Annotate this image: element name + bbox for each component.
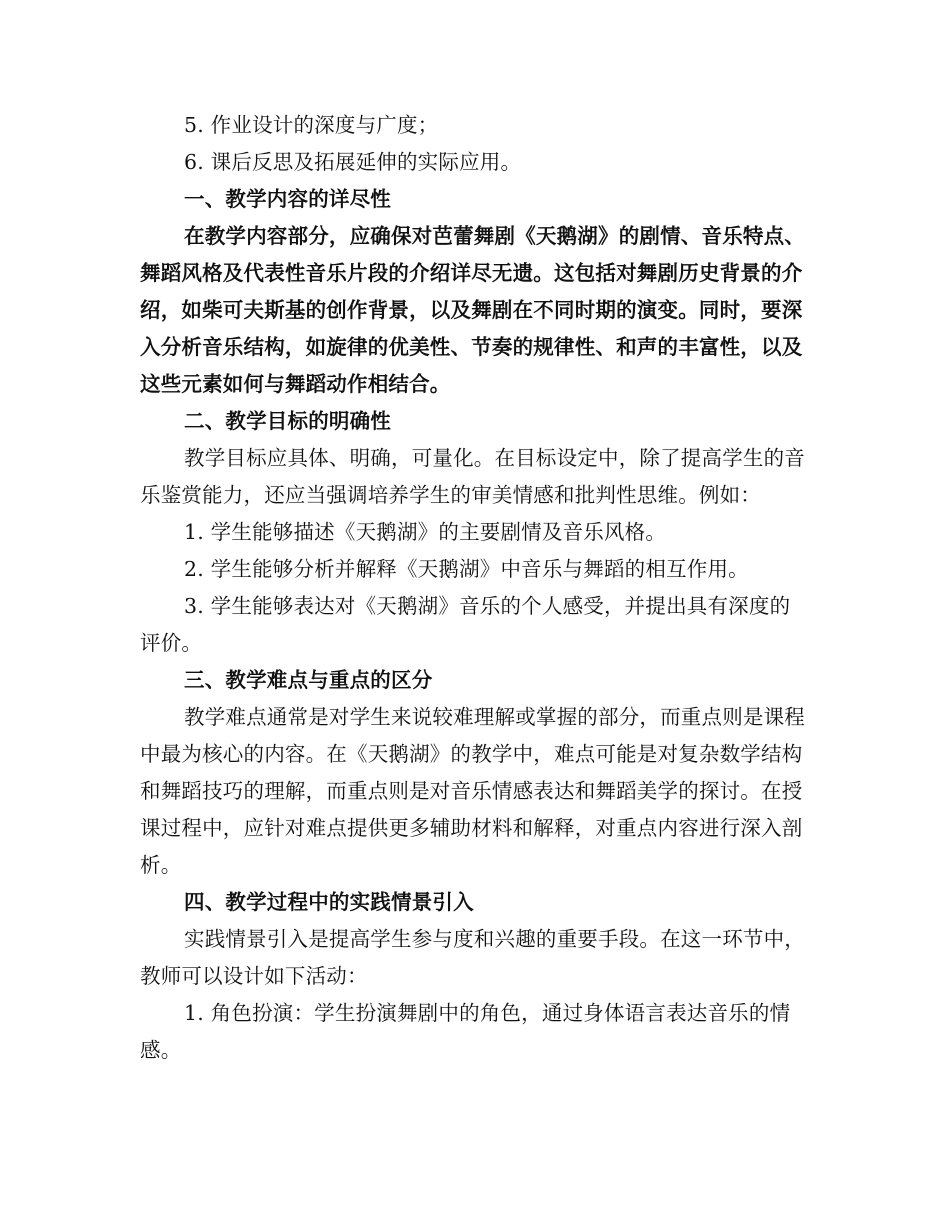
section-heading-1: 一、教学内容的详尽性 [184, 187, 391, 211]
section-heading-2: 二、教学目标的明确性 [184, 409, 391, 433]
goal-item-3: 3. 学生能够表达对《天鹅湖》音乐的个人感受，并提出具有深度的评价。 [140, 594, 791, 655]
section-heading-4: 四、教学过程中的实践情景引入 [184, 890, 474, 914]
section-heading-3: 三、教学难点与重点的区分 [184, 668, 433, 692]
goal-item-2: 2. 学生能够分析并解释《天鹅湖》中音乐与舞蹈的相互作用。 [184, 557, 749, 581]
list-item-5: 5. 作业设计的深度与广度； [184, 113, 439, 137]
section-paragraph-4: 实践情景引入是提高学生参与度和兴趣的重要手段。在这一环节中，教师可以设计如下活动： [140, 927, 805, 988]
document-body [140, 107, 810, 1069]
list-item-6: 6. 课后反思及拓展延伸的实际应用。 [184, 150, 522, 174]
section-paragraph-3: 教学难点通常是对学生来说较难理解或掌握的部分，而重点则是课程中最为核心的内容。在《天鹅湖》的教学中，难点可能是对复杂数学结构和舞蹈技巧的理解，而重点则是对音乐情感表达和舞蹈美学的探讨。在授课过程中，应针对难点提供更多辅助材料和解释，对重点内容进行深入剖析。 [140, 705, 805, 877]
goal-item-1: 1. 学生能够描述《天鹅湖》的主要剧情及音乐风格。 [184, 520, 667, 544]
section-paragraph-1: 在教学内容部分，应确保对芭蕾舞剧《天鹅湖》的剧情、音乐特点、舞蹈风格及代表性音乐片段的介绍详尽无遗。这包括对舞剧历史背景的介绍，如柴可夫斯基的创作背景，以及舞剧在不同时期的演变。同时，要深入分析音乐结构，如旋律的优美性、节奏的规律性、和声的丰富性，以及这些元素如何与舞蹈动作相结合。 [140, 224, 805, 396]
activity-item-1: 1. 角色扮演：学生扮演舞剧中的角色，通过身体语言表达音乐的情感。 [140, 1001, 791, 1062]
section-paragraph-2: 教学目标应具体、明确，可量化。在目标设定中，除了提高学生的音乐鉴赏能力，还应当强调培养学生的审美情感和批判性思维。例如： [140, 446, 805, 507]
